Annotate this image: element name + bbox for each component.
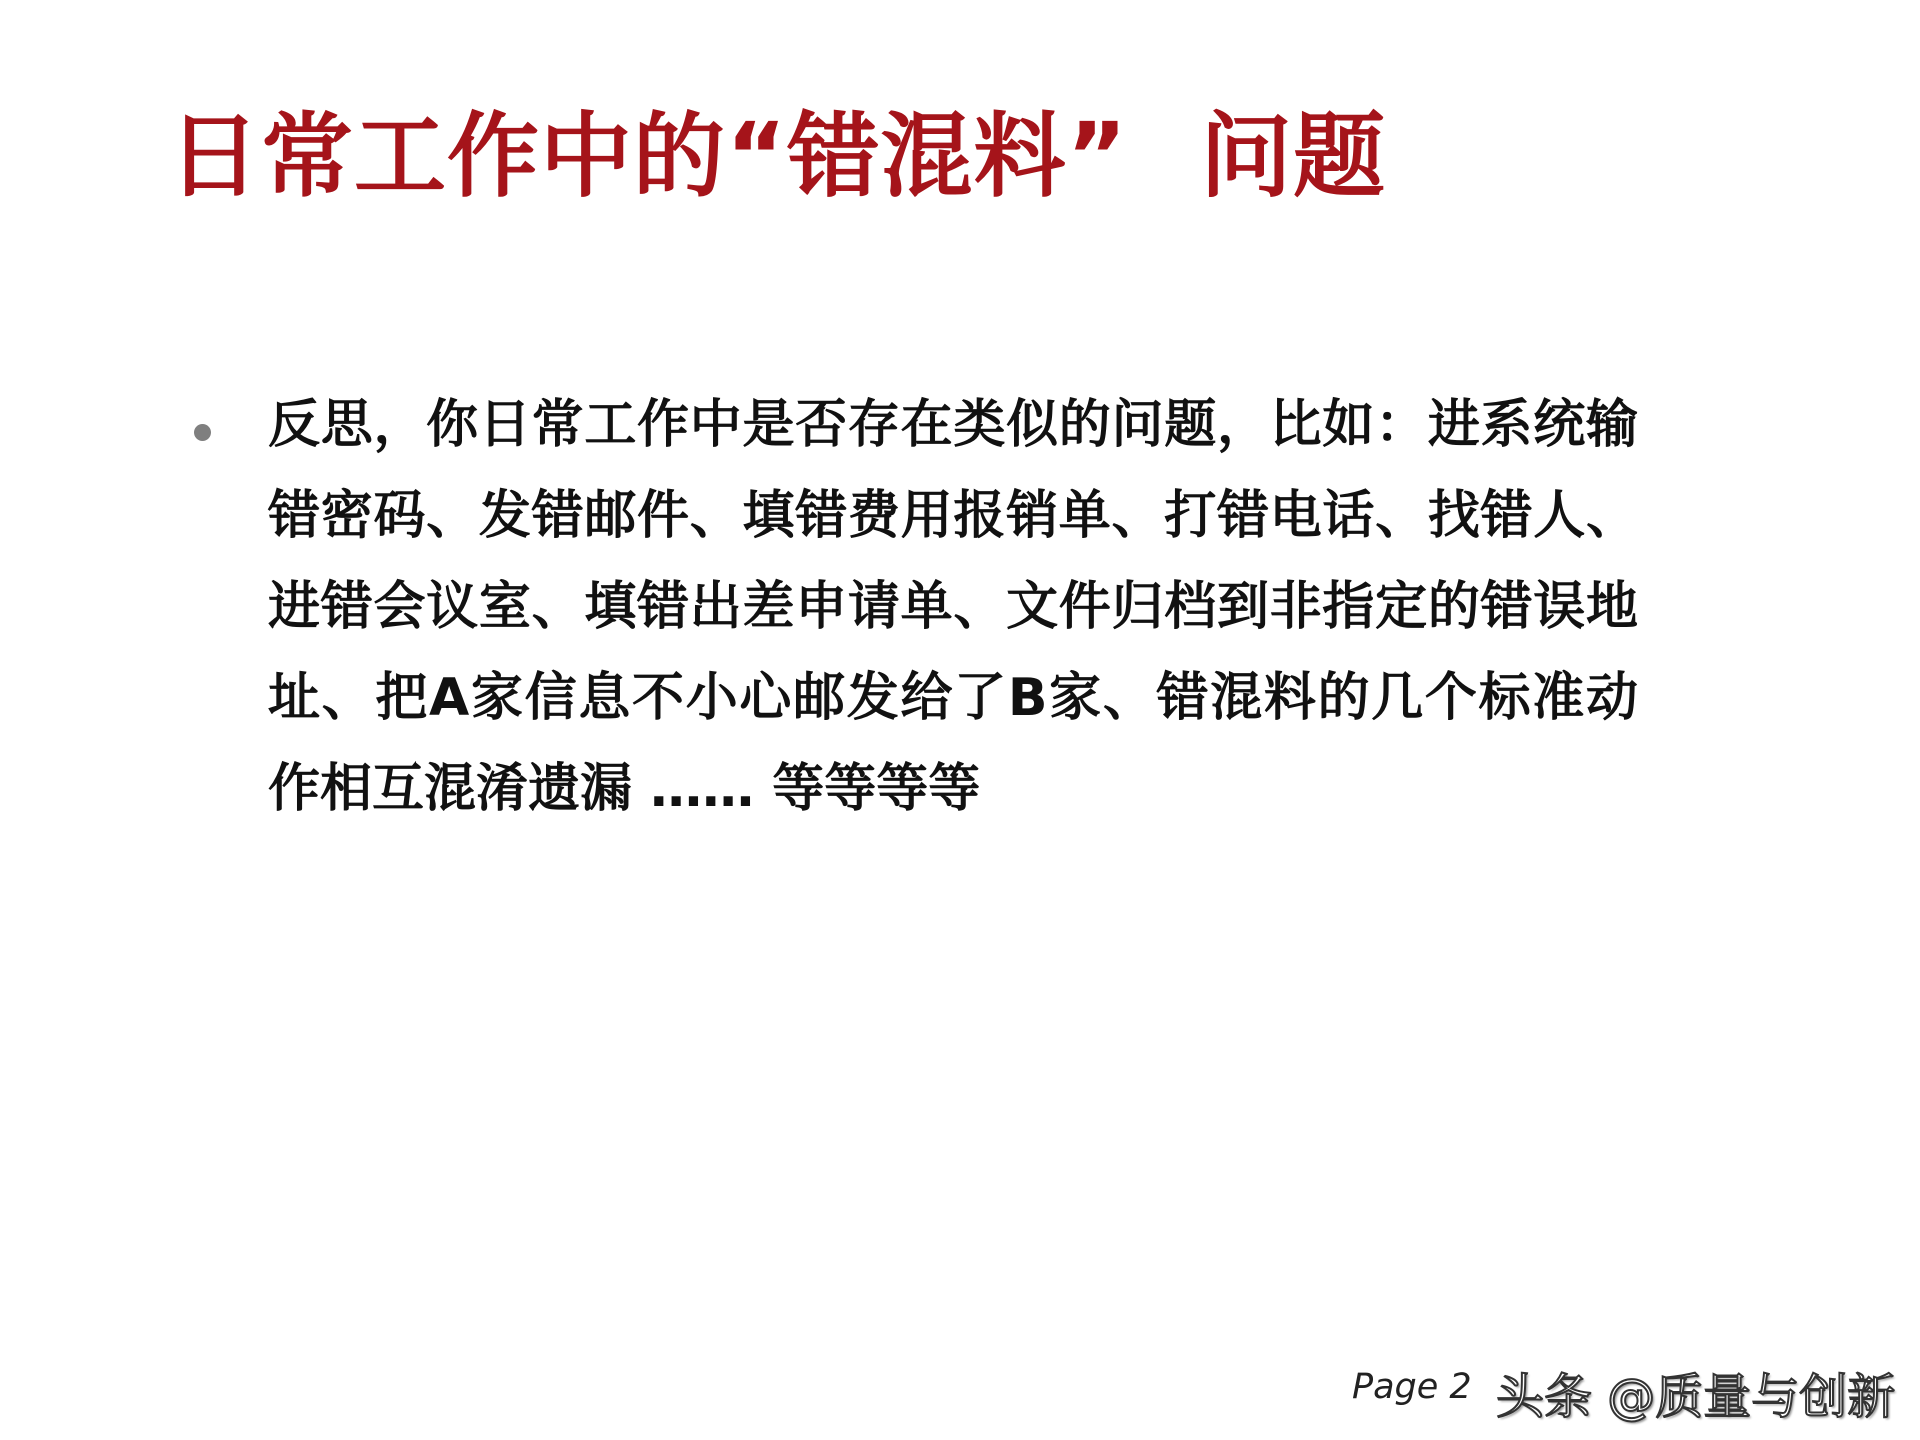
bullet-text: 反思，你日常工作中是否存在类似的问题，比如：进系统输错密码、发错邮件、填错费用报销单、打错电话、找错人、进错会议室、填错出差申请单、文件归档到非指定的错误地址、把A家信息不小心邮发给了B家、错混料的几个标准动作相互混淆遗漏 …… 等等等等 (268, 395, 1638, 819)
slide-title-main: 日常工作中的“错混料” (168, 103, 1128, 210)
slide-title (168, 104, 1386, 210)
page-number: Page 2 (1352, 1367, 1472, 1407)
bullet-dot-icon (194, 424, 211, 441)
watermark: 头条 @质量与创新 (1496, 1369, 1896, 1425)
slide-title-suffix: 问题 (1199, 103, 1386, 210)
